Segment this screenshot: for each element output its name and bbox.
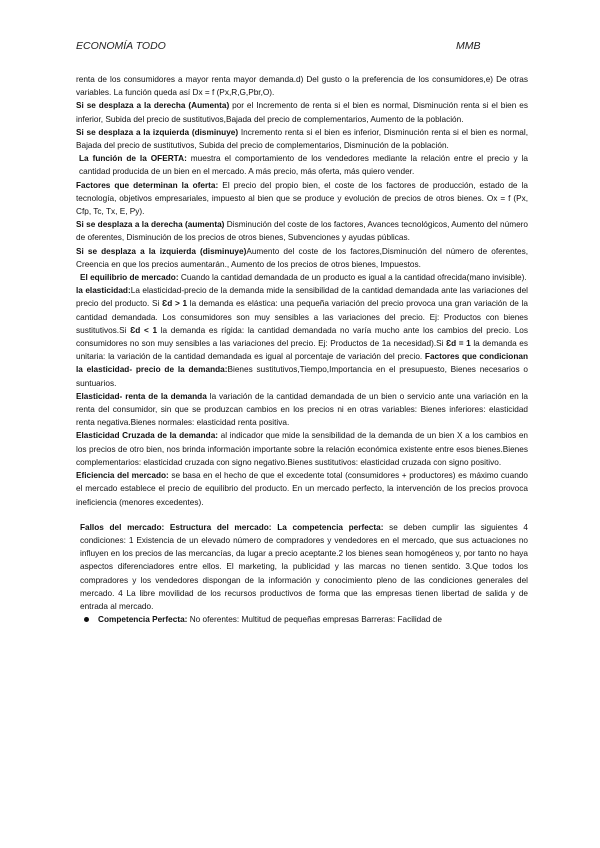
paragraph-text: Bienes sustitutivos,Tiempo,Importancia en el presupuesto, Bienes necesarios o suntuarios. bbox=[76, 365, 528, 388]
paragraph-heading: El equilibrio de mercado: bbox=[80, 273, 179, 283]
paragraph-heading: Si se desplaza a la izquierda (disminuye) bbox=[76, 127, 239, 137]
paragraph-supply-shift-right bbox=[76, 218, 528, 244]
bullet-icon bbox=[84, 617, 89, 622]
paragraph-heading: Si se desplaza a la izquierda (disminuye) bbox=[76, 246, 247, 256]
elasticity-symbol: Ɛd < 1 bbox=[130, 325, 158, 335]
paragraph-supply-function bbox=[76, 152, 528, 178]
paragraph-heading: Factores que condicionan la elasticidad- precio de la demanda: bbox=[76, 352, 528, 375]
paragraph-elasticity bbox=[76, 284, 528, 390]
paragraph-income-elasticity bbox=[76, 390, 528, 430]
paragraph-heading: Elasticidad- renta de la demanda bbox=[76, 391, 207, 401]
paragraph-text: la variación de la cantidad demandada de un bien o servicio ante una variación en la renta del consumidor, sin que se produzcan cambios en los precios ni en otras variables: Bienes inferiores: elasticidad renta negativa.Bienes normales: elasticidad renta positiva. bbox=[76, 391, 529, 428]
paragraph-text: Incremento renta si el bien es inferior, Disminución renta si el bien es normal, Bajada del precio de sustitutivos, Subida del precio de complementarios, Disminución de la población. bbox=[76, 127, 528, 151]
paragraph-text: La elasticidad-precio de la demanda mide la sensibilidad de la cantidad demandada ante las variaciones del precio del producto. Si bbox=[76, 286, 528, 309]
paragraph-heading: Fallos del mercado: Estructura del mercado: La competencia perfecta: bbox=[80, 522, 384, 532]
paragraph-text: Cuando la cantidad demandada de un producto es igual a la cantidad ofrecida(mano invisible). bbox=[178, 273, 527, 283]
paragraph-text: El precio del propio bien, el coste de los factores de producción, estado de la tecnología, objetivos empresariales, impuesto al bien que se produce y evolución de precios de otros bienes. Ox = f (Px, Cfp, Tc, Tx, E, Py). bbox=[76, 180, 528, 217]
paragraph-demand-shift-right bbox=[76, 99, 528, 125]
page-header bbox=[76, 40, 524, 54]
paragraph-heading: Elasticidad Cruzada de la demanda: bbox=[76, 431, 219, 441]
paragraph-market-equilibrium bbox=[76, 271, 528, 284]
paragraph-cross-elasticity bbox=[76, 429, 528, 469]
paragraph-text: al indicador que mide la sensibilidad de la demanda de un bien X a los cambios en los precios de otro bien, nos brinda información importante sobre la relación económica existente entre esos bienes.Bienes complementarios: elasticidad cruzada con signo negativo.Bienes sustitutivos: elasticidad cruzada con signo positivo. bbox=[76, 431, 528, 467]
paragraph-spacer bbox=[76, 509, 528, 521]
elasticity-symbol: Ɛd > 1 bbox=[162, 299, 188, 309]
paragraph-text: muestra el comportamiento de los vendedores mediante la relación entre el precio y la cantidad producida de un bien en el mercado. A más precio, más oferta, más quiero vender. bbox=[79, 154, 529, 177]
paragraph-heading: la elasticidad: bbox=[76, 286, 131, 296]
paragraph-text: la demanda es elástica: una pequeña variación del precio provoca una gran variación de la cantidad demandada. Los consumidores son muy sensibles a las variaciones del precio. Ej: Productos con bienes sustitutivos.Si bbox=[76, 299, 529, 335]
paragraph-heading: Si se desplaza a la derecha (aumenta) bbox=[76, 220, 225, 230]
paragraph-heading: Factores que determinan la oferta: bbox=[76, 180, 219, 190]
paragraph-text: renta de los consumidores a mayor renta mayor demanda.d) Del gusto o la preferencia de los consumidores,e) De otras variables. La función queda así Dx = f (Px,R,G,Pbr,O). bbox=[76, 75, 528, 98]
list-item-perfect-competition bbox=[76, 613, 528, 626]
paragraph-text: la demanda es rígida: la cantidad demandada no varía mucho ante los cambios del precio. Los consumidores no son muy sensibles a las variaciones del precio. Ej: Productos de 1a necesidad).Si bbox=[76, 325, 529, 349]
paragraph-heading: Si se desplaza a la derecha (Aumenta) bbox=[76, 101, 230, 111]
paragraph-supply-shift-left bbox=[76, 245, 528, 271]
paragraph-text: por el Incremento de renta si el bien es normal, Disminución renta si el bien es inferior, Subida del precio de sustitutivos,Bajada del precio de complementarios, Aumento de la población. bbox=[76, 101, 528, 124]
elasticity-symbol: Ɛd = 1 bbox=[446, 339, 471, 349]
paragraph-demand-shift-left bbox=[76, 126, 528, 152]
paragraph-heading: Competencia Perfecta: bbox=[98, 615, 188, 625]
paragraph-text: No oferentes: Multitud de pequeñas empresas Barreras: Facilidad de bbox=[187, 615, 442, 625]
paragraph-text: Aumento del coste de los factores,Disminución del número de oferentes, Creencia en que los precios aumentarán., Aumento de los precios de otros bienes, Impuestos. bbox=[76, 246, 528, 269]
paragraph-market-efficiency bbox=[76, 469, 528, 509]
paragraph-text: se deben cumplir las siguientes 4 condiciones: 1 Existencia de un elevado número de compradores y vendedores en el mercado, que sus actuaciones no influyen en los precios de las mercancías, da lugar a precio aceptante.2 los bienes sean homogéneos y, por tanto no haya aspectos diferenciadores entre ellos. El marketing, la publicidad y las marcas no tienen sentido. 3.Que todos los compradores y los vendedores dispongan de la información y conocimiento pleno de las condiciones generales del mercado. 4 La libre movilidad de los recursos productivos de forma que las empresas tienen libertad de salida y de entrada al mercado. bbox=[80, 522, 528, 611]
paragraph-text: la demanda es unitaria: la variación de la cantidad demandada es igual al porcentaje de variación del precio. bbox=[76, 339, 528, 362]
paragraph-demand-factors bbox=[76, 73, 528, 99]
paragraph-text: se basa en el hecho de que el excedente total (consumidores + productores) es máximo cuando el mercado establece el precio de equilibrio del producto. En un mercado perfecto, la intervención de los precios provoca ineficiencia (menores excedentes). bbox=[76, 471, 528, 507]
paragraph-text: Disminución del coste de los factores, Avances tecnológicos, Aumento del número de oferentes, Disminución de los precios de otros bienes, Subvenciones y ayudas públicas. bbox=[76, 220, 528, 243]
header-author: MMB bbox=[456, 40, 481, 52]
paragraph-supply-factors bbox=[76, 179, 528, 219]
paragraph-heading: Eficiencia del mercado: bbox=[76, 471, 169, 481]
paragraph-heading: La función de la OFERTA: bbox=[79, 154, 187, 164]
header-title: ECONOMÍA TODO bbox=[76, 40, 166, 52]
paragraph-market-failures bbox=[76, 521, 528, 613]
document-body bbox=[76, 73, 528, 626]
